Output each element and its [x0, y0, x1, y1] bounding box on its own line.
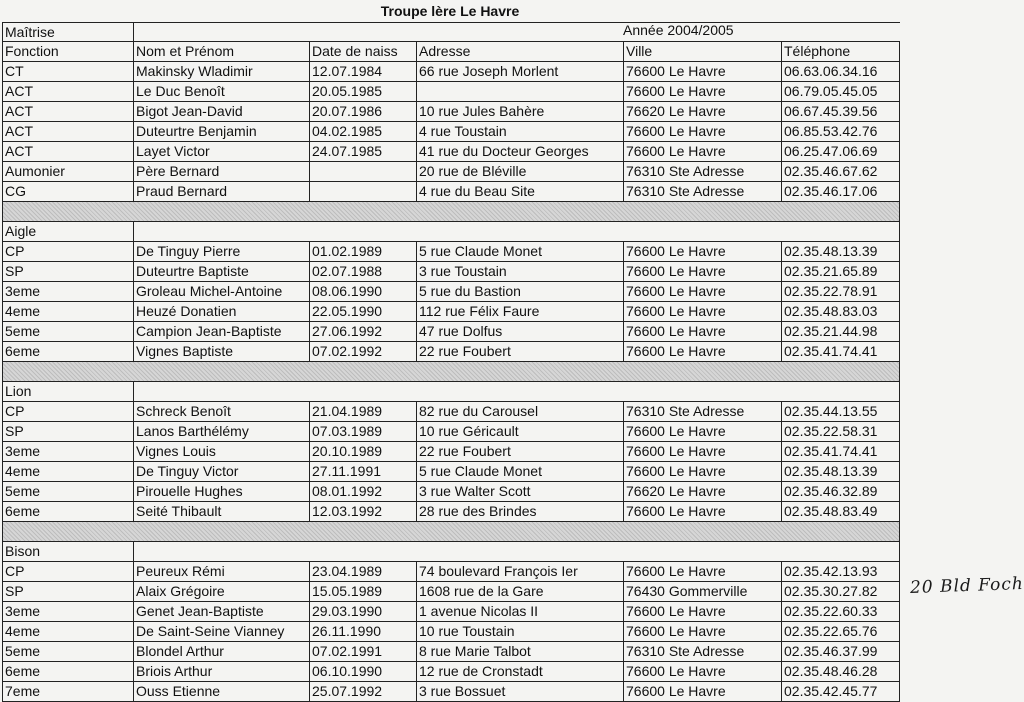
table-cell: Schreck Benoît — [134, 402, 310, 421]
document-title: Troupe lère Le Havre — [380, 3, 520, 19]
table-cell: 7eme — [2, 682, 134, 701]
table-cell: Le Duc Benoît — [134, 82, 310, 101]
section-name: Bison — [2, 542, 134, 561]
table-cell: Campion Jean-Baptiste — [134, 322, 310, 341]
table-cell: SP — [2, 582, 134, 601]
table-row — [2, 562, 900, 582]
section-header — [2, 542, 900, 562]
section-name: Maîtrise — [2, 23, 134, 41]
table-cell: Vignes Baptiste — [134, 342, 310, 361]
table-cell: 76600 Le Havre — [624, 562, 782, 581]
table-cell: 76620 Le Havre — [624, 482, 782, 501]
table-cell: 02.35.42.45.77 — [782, 682, 900, 701]
table-cell: Blondel Arthur — [134, 642, 310, 661]
table-cell: 76600 Le Havre — [624, 662, 782, 681]
table-cell: 76600 Le Havre — [624, 442, 782, 461]
table-cell: Duteurtre Benjamin — [134, 122, 310, 141]
table-cell: 6eme — [2, 502, 134, 521]
table-row — [2, 482, 900, 502]
table-cell: 02.35.21.65.89 — [782, 262, 900, 281]
table-cell: 01.02.1989 — [310, 242, 417, 261]
table-cell: 22 rue Foubert — [417, 342, 624, 361]
table-row — [2, 602, 900, 622]
table-cell: 02.35.41.74.41 — [782, 442, 900, 461]
table-cell: 4 rue Toustain — [417, 122, 624, 141]
table-cell: 76600 Le Havre — [624, 302, 782, 321]
table-cell: 76310 Ste Adresse — [624, 402, 782, 421]
table-cell — [310, 182, 417, 201]
table-cell: 02.35.41.74.41 — [782, 342, 900, 361]
table-cell: 47 rue Dolfus — [417, 322, 624, 341]
table-cell: 02.35.48.13.39 — [782, 462, 900, 481]
table-cell: 06.67.45.39.56 — [782, 102, 900, 121]
table-cell: 76600 Le Havre — [624, 62, 782, 81]
table-cell: 27.11.1991 — [310, 462, 417, 481]
table-row — [2, 62, 900, 82]
section-header — [2, 22, 900, 42]
table-row — [2, 102, 900, 122]
table-cell: ACT — [2, 102, 134, 121]
table-cell: 02.35.48.13.39 — [782, 242, 900, 261]
section-header-blank — [134, 382, 900, 401]
table-cell: 02.35.48.46.28 — [782, 662, 900, 681]
table-cell — [310, 162, 417, 181]
table-cell: 76600 Le Havre — [624, 622, 782, 641]
table-cell: SP — [2, 422, 134, 441]
table-row — [2, 242, 900, 262]
table-cell: 10 rue Géricault — [417, 422, 624, 441]
table-cell: Praud Bernard — [134, 182, 310, 201]
table-cell: 3 rue Bossuet — [417, 682, 624, 701]
table-row — [2, 622, 900, 642]
table-row — [2, 302, 900, 322]
table-cell: 07.02.1992 — [310, 342, 417, 361]
table-cell: Pirouelle Hughes — [134, 482, 310, 501]
table-cell: Lanos Barthélémy — [134, 422, 310, 441]
table-cell: 25.07.1992 — [310, 682, 417, 701]
table-cell: 20.05.1985 — [310, 82, 417, 101]
table-cell: Heuzé Donatien — [134, 302, 310, 321]
column-header: Ville — [624, 42, 782, 61]
table-cell: 12 rue de Cronstadt — [417, 662, 624, 681]
table-row — [2, 402, 900, 422]
table-row — [2, 582, 900, 602]
table-cell: 15.05.1989 — [310, 582, 417, 601]
table-cell: Briois Arthur — [134, 662, 310, 681]
table-cell — [417, 82, 624, 101]
table-cell: ACT — [2, 122, 134, 141]
table-cell: 76600 Le Havre — [624, 242, 782, 261]
table-cell: 76600 Le Havre — [624, 322, 782, 341]
table-cell: 66 rue Joseph Morlent — [417, 62, 624, 81]
roster-table — [2, 22, 900, 702]
table-cell: 06.25.47.06.69 — [782, 142, 900, 161]
table-row — [2, 682, 900, 702]
table-cell: 08.06.1990 — [310, 282, 417, 301]
table-cell: 23.04.1989 — [310, 562, 417, 581]
table-cell: 24.07.1985 — [310, 142, 417, 161]
section-separator — [2, 362, 900, 382]
table-row — [2, 82, 900, 102]
table-cell: 22 rue Foubert — [417, 442, 624, 461]
table-cell: 76600 Le Havre — [624, 422, 782, 441]
table-cell: CP — [2, 562, 134, 581]
table-cell: 21.04.1989 — [310, 402, 417, 421]
table-cell: 10 rue Toustain — [417, 622, 624, 641]
table-cell: 06.10.1990 — [310, 662, 417, 681]
table-cell: 07.02.1991 — [310, 642, 417, 661]
table-cell: 76310 Ste Adresse — [624, 182, 782, 201]
table-cell: 5 rue Claude Monet — [417, 242, 624, 261]
table-cell: 02.35.22.58.31 — [782, 422, 900, 441]
table-cell: 76600 Le Havre — [624, 142, 782, 161]
table-cell: Alaix Grégoire — [134, 582, 310, 601]
school-year: Année 2004/2005 — [623, 22, 734, 38]
table-row — [2, 162, 900, 182]
table-cell: 3eme — [2, 282, 134, 301]
table-cell: 02.35.22.65.76 — [782, 622, 900, 641]
table-cell: 76310 Ste Adresse — [624, 642, 782, 661]
table-cell: Seité Thibault — [134, 502, 310, 521]
table-cell: 02.35.22.78.91 — [782, 282, 900, 301]
table-cell: 04.02.1985 — [310, 122, 417, 141]
column-header: Date de naiss — [310, 42, 417, 61]
table-cell: 76600 Le Havre — [624, 122, 782, 141]
table-row — [2, 462, 900, 482]
section-name: Lion — [2, 382, 134, 401]
section-header-blank — [134, 23, 900, 41]
table-cell: Layet Victor — [134, 142, 310, 161]
table-cell: 4 rue du Beau Site — [417, 182, 624, 201]
table-cell: 3eme — [2, 442, 134, 461]
table-cell: 5 rue Claude Monet — [417, 462, 624, 481]
table-cell: 4eme — [2, 622, 134, 641]
table-cell: Peureux Rémi — [134, 562, 310, 581]
table-cell: 76620 Le Havre — [624, 102, 782, 121]
table-cell: CP — [2, 242, 134, 261]
table-cell: 8 rue Marie Talbot — [417, 642, 624, 661]
table-row — [2, 122, 900, 142]
table-cell: 1 avenue Nicolas II — [417, 602, 624, 621]
table-cell: 3eme — [2, 602, 134, 621]
table-cell: 02.35.42.13.93 — [782, 562, 900, 581]
table-row — [2, 502, 900, 522]
table-cell: Makinsky Wladimir — [134, 62, 310, 81]
table-cell: 76600 Le Havre — [624, 462, 782, 481]
table-cell: ACT — [2, 82, 134, 101]
table-cell: 02.07.1988 — [310, 262, 417, 281]
table-cell: Groleau Michel-Antoine — [134, 282, 310, 301]
section-header-blank — [134, 222, 900, 241]
table-cell: 02.35.48.83.03 — [782, 302, 900, 321]
table-cell: 20.07.1986 — [310, 102, 417, 121]
table-cell: 5 rue du Bastion — [417, 282, 624, 301]
table-cell: CT — [2, 62, 134, 81]
table-row — [2, 642, 900, 662]
section-name: Aigle — [2, 222, 134, 241]
table-cell: 76310 Ste Adresse — [624, 162, 782, 181]
table-row — [2, 182, 900, 202]
table-cell: Bigot Jean-David — [134, 102, 310, 121]
table-cell: De Tinguy Victor — [134, 462, 310, 481]
table-cell: 41 rue du Docteur Georges — [417, 142, 624, 161]
table-cell: ACT — [2, 142, 134, 161]
table-cell: Duteurtre Baptiste — [134, 262, 310, 281]
table-cell: 12.07.1984 — [310, 62, 417, 81]
table-cell: De Saint-Seine Vianney — [134, 622, 310, 641]
table-cell: 76430 Gommerville — [624, 582, 782, 601]
table-cell: 02.35.46.67.62 — [782, 162, 900, 181]
table-cell: 02.35.46.17.06 — [782, 182, 900, 201]
table-cell: 02.35.46.37.99 — [782, 642, 900, 661]
table-cell: De Tinguy Pierre — [134, 242, 310, 261]
column-header: Nom et Prénom — [134, 42, 310, 61]
table-cell: 06.79.05.45.05 — [782, 82, 900, 101]
table-cell: 07.03.1989 — [310, 422, 417, 441]
table-cell: 5eme — [2, 642, 134, 661]
table-row — [2, 662, 900, 682]
table-cell: 12.03.1992 — [310, 502, 417, 521]
table-cell: 74 boulevard François Ier — [417, 562, 624, 581]
table-cell: 5eme — [2, 482, 134, 501]
table-cell: Aumonier — [2, 162, 134, 181]
column-header: Adresse — [417, 42, 624, 61]
table-cell: CP — [2, 402, 134, 421]
column-header: Téléphone — [782, 42, 900, 61]
table-cell: 76600 Le Havre — [624, 502, 782, 521]
table-cell: 02.35.22.60.33 — [782, 602, 900, 621]
table-cell: 6eme — [2, 662, 134, 681]
table-row — [2, 142, 900, 162]
table-cell: 76600 Le Havre — [624, 262, 782, 281]
table-cell: Père Bernard — [134, 162, 310, 181]
table-cell: 06.63.06.34.16 — [782, 62, 900, 81]
table-cell: 82 rue du Carousel — [417, 402, 624, 421]
table-cell: 02.35.48.83.49 — [782, 502, 900, 521]
table-row — [2, 442, 900, 462]
section-header — [2, 222, 900, 242]
table-cell: 112 rue Félix Faure — [417, 302, 624, 321]
table-row — [2, 262, 900, 282]
table-cell: 02.35.46.32.89 — [782, 482, 900, 501]
section-header — [2, 382, 900, 402]
table-cell: 4eme — [2, 462, 134, 481]
table-cell: 6eme — [2, 342, 134, 361]
table-cell: 76600 Le Havre — [624, 282, 782, 301]
table-row — [2, 282, 900, 302]
table-cell: 76600 Le Havre — [624, 602, 782, 621]
table-cell: 27.06.1992 — [310, 322, 417, 341]
table-cell: 28 rue des Brindes — [417, 502, 624, 521]
section-separator — [2, 522, 900, 542]
table-cell: 1608 rue de la Gare — [417, 582, 624, 601]
table-cell: 02.35.44.13.55 — [782, 402, 900, 421]
handwritten-annotation: 20 Bld Foch — [909, 574, 1024, 598]
table-cell: 29.03.1990 — [310, 602, 417, 621]
table-cell: 22.05.1990 — [310, 302, 417, 321]
table-cell: 76600 Le Havre — [624, 342, 782, 361]
table-row — [2, 342, 900, 362]
table-cell: 76600 Le Havre — [624, 682, 782, 701]
table-cell: 3 rue Walter Scott — [417, 482, 624, 501]
table-cell: 5eme — [2, 322, 134, 341]
table-cell: SP — [2, 262, 134, 281]
table-cell: 10 rue Jules Bahère — [417, 102, 624, 121]
table-cell: 02.35.30.27.82 — [782, 582, 900, 601]
table-cell: Vignes Louis — [134, 442, 310, 461]
table-cell: 02.35.21.44.98 — [782, 322, 900, 341]
column-header: Fonction — [2, 42, 134, 61]
section-separator — [2, 202, 900, 222]
table-cell: CG — [2, 182, 134, 201]
table-cell: 76600 Le Havre — [624, 82, 782, 101]
table-cell: 20 rue de Bléville — [417, 162, 624, 181]
table-row — [2, 322, 900, 342]
table-cell: Genet Jean-Baptiste — [134, 602, 310, 621]
table-cell: 26.11.1990 — [310, 622, 417, 641]
table-cell: 3 rue Toustain — [417, 262, 624, 281]
table-cell: 20.10.1989 — [310, 442, 417, 461]
table-cell: 4eme — [2, 302, 134, 321]
header-row — [2, 42, 900, 62]
table-row — [2, 422, 900, 442]
section-header-blank — [134, 542, 900, 561]
table-cell: 06.85.53.42.76 — [782, 122, 900, 141]
table-cell: Ouss Etienne — [134, 682, 310, 701]
table-cell: 08.01.1992 — [310, 482, 417, 501]
